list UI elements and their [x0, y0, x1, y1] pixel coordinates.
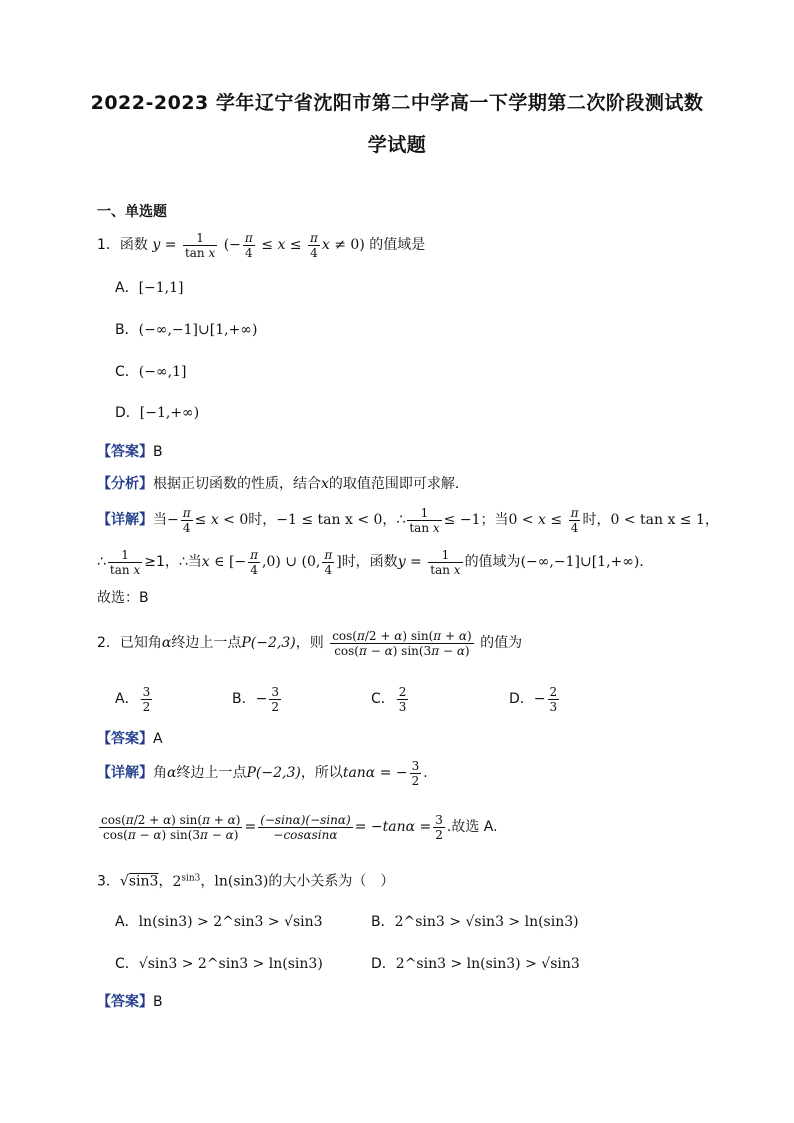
q2-option-a-num: 3 — [142, 684, 151, 699]
q1-detail-range-1-tail: ≤ x < 0 — [194, 512, 249, 528]
q3-term-sqrt: √sin3 — [119, 873, 159, 890]
q2-option-a-frac — [141, 685, 153, 714]
q2-option-a-den: 2 — [142, 699, 151, 714]
q2-stem-alpha: α — [161, 635, 172, 651]
q2-option-c-num: 2 — [398, 684, 407, 699]
q3-option-b — [371, 912, 579, 932]
q1-detail-function-frac: $\frac{1}{\text{tan x}}$ — [430, 547, 461, 577]
q1-answer-tag: 【答案】 — [97, 444, 153, 460]
question-1-stem-suffix: 的值域是 — [369, 237, 426, 253]
q2-option-c-frac — [397, 685, 409, 714]
q1-detail-tan-range-1: −1 ≤ tan x < 0 — [276, 512, 383, 528]
q1-detail-then-2: 时， — [582, 512, 611, 528]
q1-detail-therefore-2: ∴ — [97, 554, 106, 570]
q2-chain-mid-den: −cosαsinα — [273, 827, 338, 842]
q2-detail-alpha: α — [167, 765, 177, 781]
q1-analysis-tag: 【分析】 — [97, 476, 153, 492]
q1-answer-value: B — [153, 444, 163, 460]
q2-chain-mid-num: (−sinα)(−sinα) — [260, 812, 351, 827]
q3-option-c-label: C． — [115, 956, 139, 972]
q1-detail-when-1: 当 — [153, 512, 167, 528]
q1-detail-range-1-frac: $\frac{\pi}{4}$ — [182, 505, 191, 535]
q2-option-c-label: C． — [371, 691, 395, 707]
q2-detail-line-1: 【详解】角α终边上一点P(−2,3)，所以tanα = − $\frac{3}{2}$ . — [97, 758, 428, 788]
q1-option-b-text: (−∞,−1]∪[1,+∞) — [138, 322, 258, 338]
q1-domain-end: x ≠ 0) — [321, 237, 365, 253]
q2-answer-tag: 【答案】 — [97, 731, 153, 747]
q2-detail-tan-den: 2 — [411, 773, 420, 788]
q2-option-b-num: 3 — [271, 684, 279, 699]
q2-detail-so: ，所以 — [300, 765, 343, 781]
q3-stem-prefix: 3． — [97, 873, 120, 890]
q3-term-power: $2^{sin3}$ — [172, 873, 201, 890]
q1-option-c-text: (−∞,1] — [138, 364, 187, 380]
q2-stem-prefix: 2．已知角 — [97, 635, 162, 651]
q3-option-a-text: ln(sin3) > 2^sin3 > √sin3 — [138, 914, 323, 930]
q1-domain-mid: ≤ x ≤ — [256, 237, 306, 253]
section-heading: 一、单选题 — [97, 204, 167, 220]
q1-answer-line — [97, 442, 163, 462]
q1-detail-union-end: ] — [336, 554, 342, 570]
q2-stem-then: ，则 — [295, 635, 324, 651]
document-title-line-1: 2022-2023 学年辽宁省沈阳市第二中学高一下学期第二次阶段测试数 — [90, 92, 704, 114]
q1-analysis-tail: 的取值范围即可求解． — [328, 476, 469, 492]
q3-option-d — [371, 954, 580, 974]
q1-conclusion: 故选：B — [97, 590, 149, 606]
q3-option-a-label: A． — [115, 914, 139, 930]
q2-option-b — [232, 682, 283, 716]
q3-answer-value: B — [153, 994, 163, 1010]
q1-domain-frac-left: $\frac{\pi}{4}$ — [244, 230, 253, 260]
q1-detail-union-range: x ∈ [− — [201, 554, 247, 570]
q1-detail-therefore-1: ，∴ — [382, 512, 406, 528]
q2-stem-mid: 终边上一点 — [171, 635, 242, 651]
q1-detail-tan-range-2: 0 < tan x ≤ 1 — [610, 512, 705, 528]
q1-detail-when-3: ≥1，∴当 — [144, 554, 202, 570]
q2-option-d-num: 2 — [549, 684, 558, 699]
q2-option-c — [371, 682, 410, 716]
q2-option-d-sign: − — [533, 691, 546, 707]
q2-option-a — [115, 682, 154, 716]
question-1-stem-prefix: 1．函数 — [97, 237, 148, 253]
q3-term-log: ln(sin3) — [214, 873, 269, 890]
q2-answer-value: A — [153, 731, 163, 747]
q1-detail-range-1: − — [167, 512, 179, 528]
q1-analysis-variable: x — [321, 476, 329, 492]
q1-option-c-label: C． — [115, 364, 139, 380]
q1-option-c — [115, 362, 186, 382]
q3-stem-suffix: 的大小关系为（ ） — [268, 873, 395, 890]
q1-domain-frac-right: $\frac{\pi}{4}$ — [309, 230, 318, 260]
document-title-line-2: 学试题 — [367, 134, 427, 156]
q1-option-b — [115, 320, 257, 340]
q2-chain-eq-1: = — [244, 819, 257, 835]
q2-option-b-sign: − — [255, 691, 268, 707]
q1-option-a-label: A． — [115, 280, 139, 296]
q3-option-b-label: B． — [371, 914, 395, 930]
q2-option-c-den: 3 — [398, 699, 407, 714]
q2-chain-result-frac — [433, 813, 445, 842]
q2-option-b-frac — [269, 685, 281, 714]
q1-detail-recip-2: $\frac{1}{\text{tan x}}$ — [109, 547, 141, 577]
q2-detail-terminal-side: 终边上一点 — [176, 765, 247, 781]
q1-detail-function-word: 时，函数 — [341, 554, 398, 570]
q2-detail-tan: tanα = − — [342, 765, 408, 781]
q2-option-b-label: B． — [232, 691, 256, 707]
q1-function-fraction: $\frac{1}{\text{tan x}}$ — [184, 230, 216, 260]
q2-chain-original-frac: $\frac{\cos(\pi/2 + \alpha) \sin(\pi + \alpha)}{\cos(\pi - \alpha) \sin(3\pi - \alpha)}$ — [101, 812, 241, 842]
q1-option-a-text: [−1,1] — [138, 280, 184, 296]
q2-option-d-label: D． — [509, 691, 534, 707]
q1-option-d-text: [−1,+∞) — [139, 405, 200, 421]
q3-answer-line — [97, 992, 163, 1012]
q1-detail-recip-1: $\frac{1}{\text{tan x}}$ — [409, 505, 440, 535]
q2-chain-result-num: 3 — [435, 812, 443, 827]
q1-detail-range-result: (−∞,−1]∪[1,+∞) — [520, 554, 640, 570]
q2-chain-eq-2: = −tanα = — [354, 819, 432, 835]
q1-option-d-label: D． — [115, 405, 140, 421]
q1-option-a — [115, 278, 184, 298]
q2-option-d-frac — [548, 685, 560, 714]
q2-option-b-den: 2 — [271, 699, 279, 714]
q1-function-lhs: y — [152, 237, 161, 253]
q1-analysis-line — [97, 474, 469, 494]
question-1-stem — [97, 228, 425, 262]
q2-detail-tan-frac — [410, 759, 422, 788]
q3-option-d-label: D． — [371, 956, 396, 972]
q2-detail-chain — [97, 804, 498, 850]
q3-option-b-text: 2^sin3 > √sin3 > ln(sin3) — [394, 914, 579, 930]
q2-expression-fraction: $\frac{\cos(\pi/2 + \alpha) \sin(\pi + \alpha)}{\cos(\pi - \alpha) \sin(3\pi - \alpha)}$ — [332, 628, 472, 658]
q2-option-a-label: A． — [115, 691, 139, 707]
q1-detail-range-2: 0 < x ≤ — [508, 512, 567, 528]
q1-domain: (− — [223, 237, 241, 253]
q2-stem-suffix: 的值为 — [480, 635, 523, 651]
q3-option-a — [115, 912, 323, 932]
q2-chain-result-den: 2 — [435, 827, 443, 842]
q3-option-d-text: 2^sin3 > ln(sin3) > √sin3 — [395, 956, 580, 972]
q1-detail-y: y — [397, 554, 406, 570]
q1-option-b-label: B． — [115, 322, 139, 338]
q2-stem-point: P(−2,3) — [241, 635, 296, 651]
q2-option-d-den: 3 — [549, 699, 558, 714]
q1-detail-range-2-frac: $\frac{\pi}{4}$ — [570, 505, 579, 535]
q3-answer-tag: 【答案】 — [97, 994, 153, 1010]
q1-option-d — [115, 403, 199, 423]
q1-detail-union-mid: ,0) ∪ (0, — [262, 554, 321, 570]
q1-detail-when-2: ；当 — [480, 512, 509, 528]
q1-detail-union-frac-1: $\frac{\pi}{4}$ — [250, 547, 259, 577]
q1-detail-range-word: 的值域为 — [464, 554, 521, 570]
q2-chain-tail: .故选 A. — [446, 819, 498, 835]
q1-detail-tag: 【详解】 — [97, 512, 153, 528]
q2-answer-line — [97, 729, 163, 749]
q1-detail-recip-bound-1: ≤ −1 — [443, 512, 481, 528]
q1-detail-line-1: 【详解】当− $\frac{\pi}{4}$ ≤ x < 0时，−1 ≤ tan x < 0，∴ $\frac{1}{\text{tan x}}$ ≤ −1；当0 < x ≤ $\frac{\pi}{4}$ 时，0 < tan x ≤ 1， — [97, 505, 719, 535]
q2-detail-point: P(−2,3) — [246, 765, 301, 781]
q2-option-d — [509, 682, 561, 716]
q1-detail-union-frac-2: $\frac{\pi}{4}$ — [324, 547, 333, 577]
q3-option-c — [115, 954, 323, 974]
question-3-stem: 3．√sin3，$2^{sin3}$，ln(sin3)的大小关系为（ ） — [97, 873, 395, 890]
q2-detail-tag: 【详解】 — [97, 765, 153, 781]
q1-analysis-text: 根据正切函数的性质，结合 — [153, 476, 321, 492]
question-2-stem — [97, 620, 522, 666]
q3-option-c-text: √sin3 > 2^sin3 > ln(sin3) — [138, 956, 323, 972]
q1-detail-line-2: ∴ $\frac{1}{\text{tan x}}$ ≥1，∴当x ∈ [− $\frac{\pi}{4}$ ,0) ∪ (0, $\frac{\pi}{4}$ ]时，函数y = $\frac{1}{\text{tan x}}$ 的值域为(−∞,−1]∪[1,+∞)． — [97, 547, 654, 577]
q1-detail-then-1: 时， — [248, 512, 277, 528]
q2-detail-angle-word: 角 — [153, 765, 167, 781]
q1-equals: = — [160, 237, 181, 253]
q2-chain-mid-frac — [258, 813, 353, 842]
q2-detail-tan-num: 3 — [411, 758, 420, 773]
q1-detail-y-eq: = — [405, 554, 427, 570]
